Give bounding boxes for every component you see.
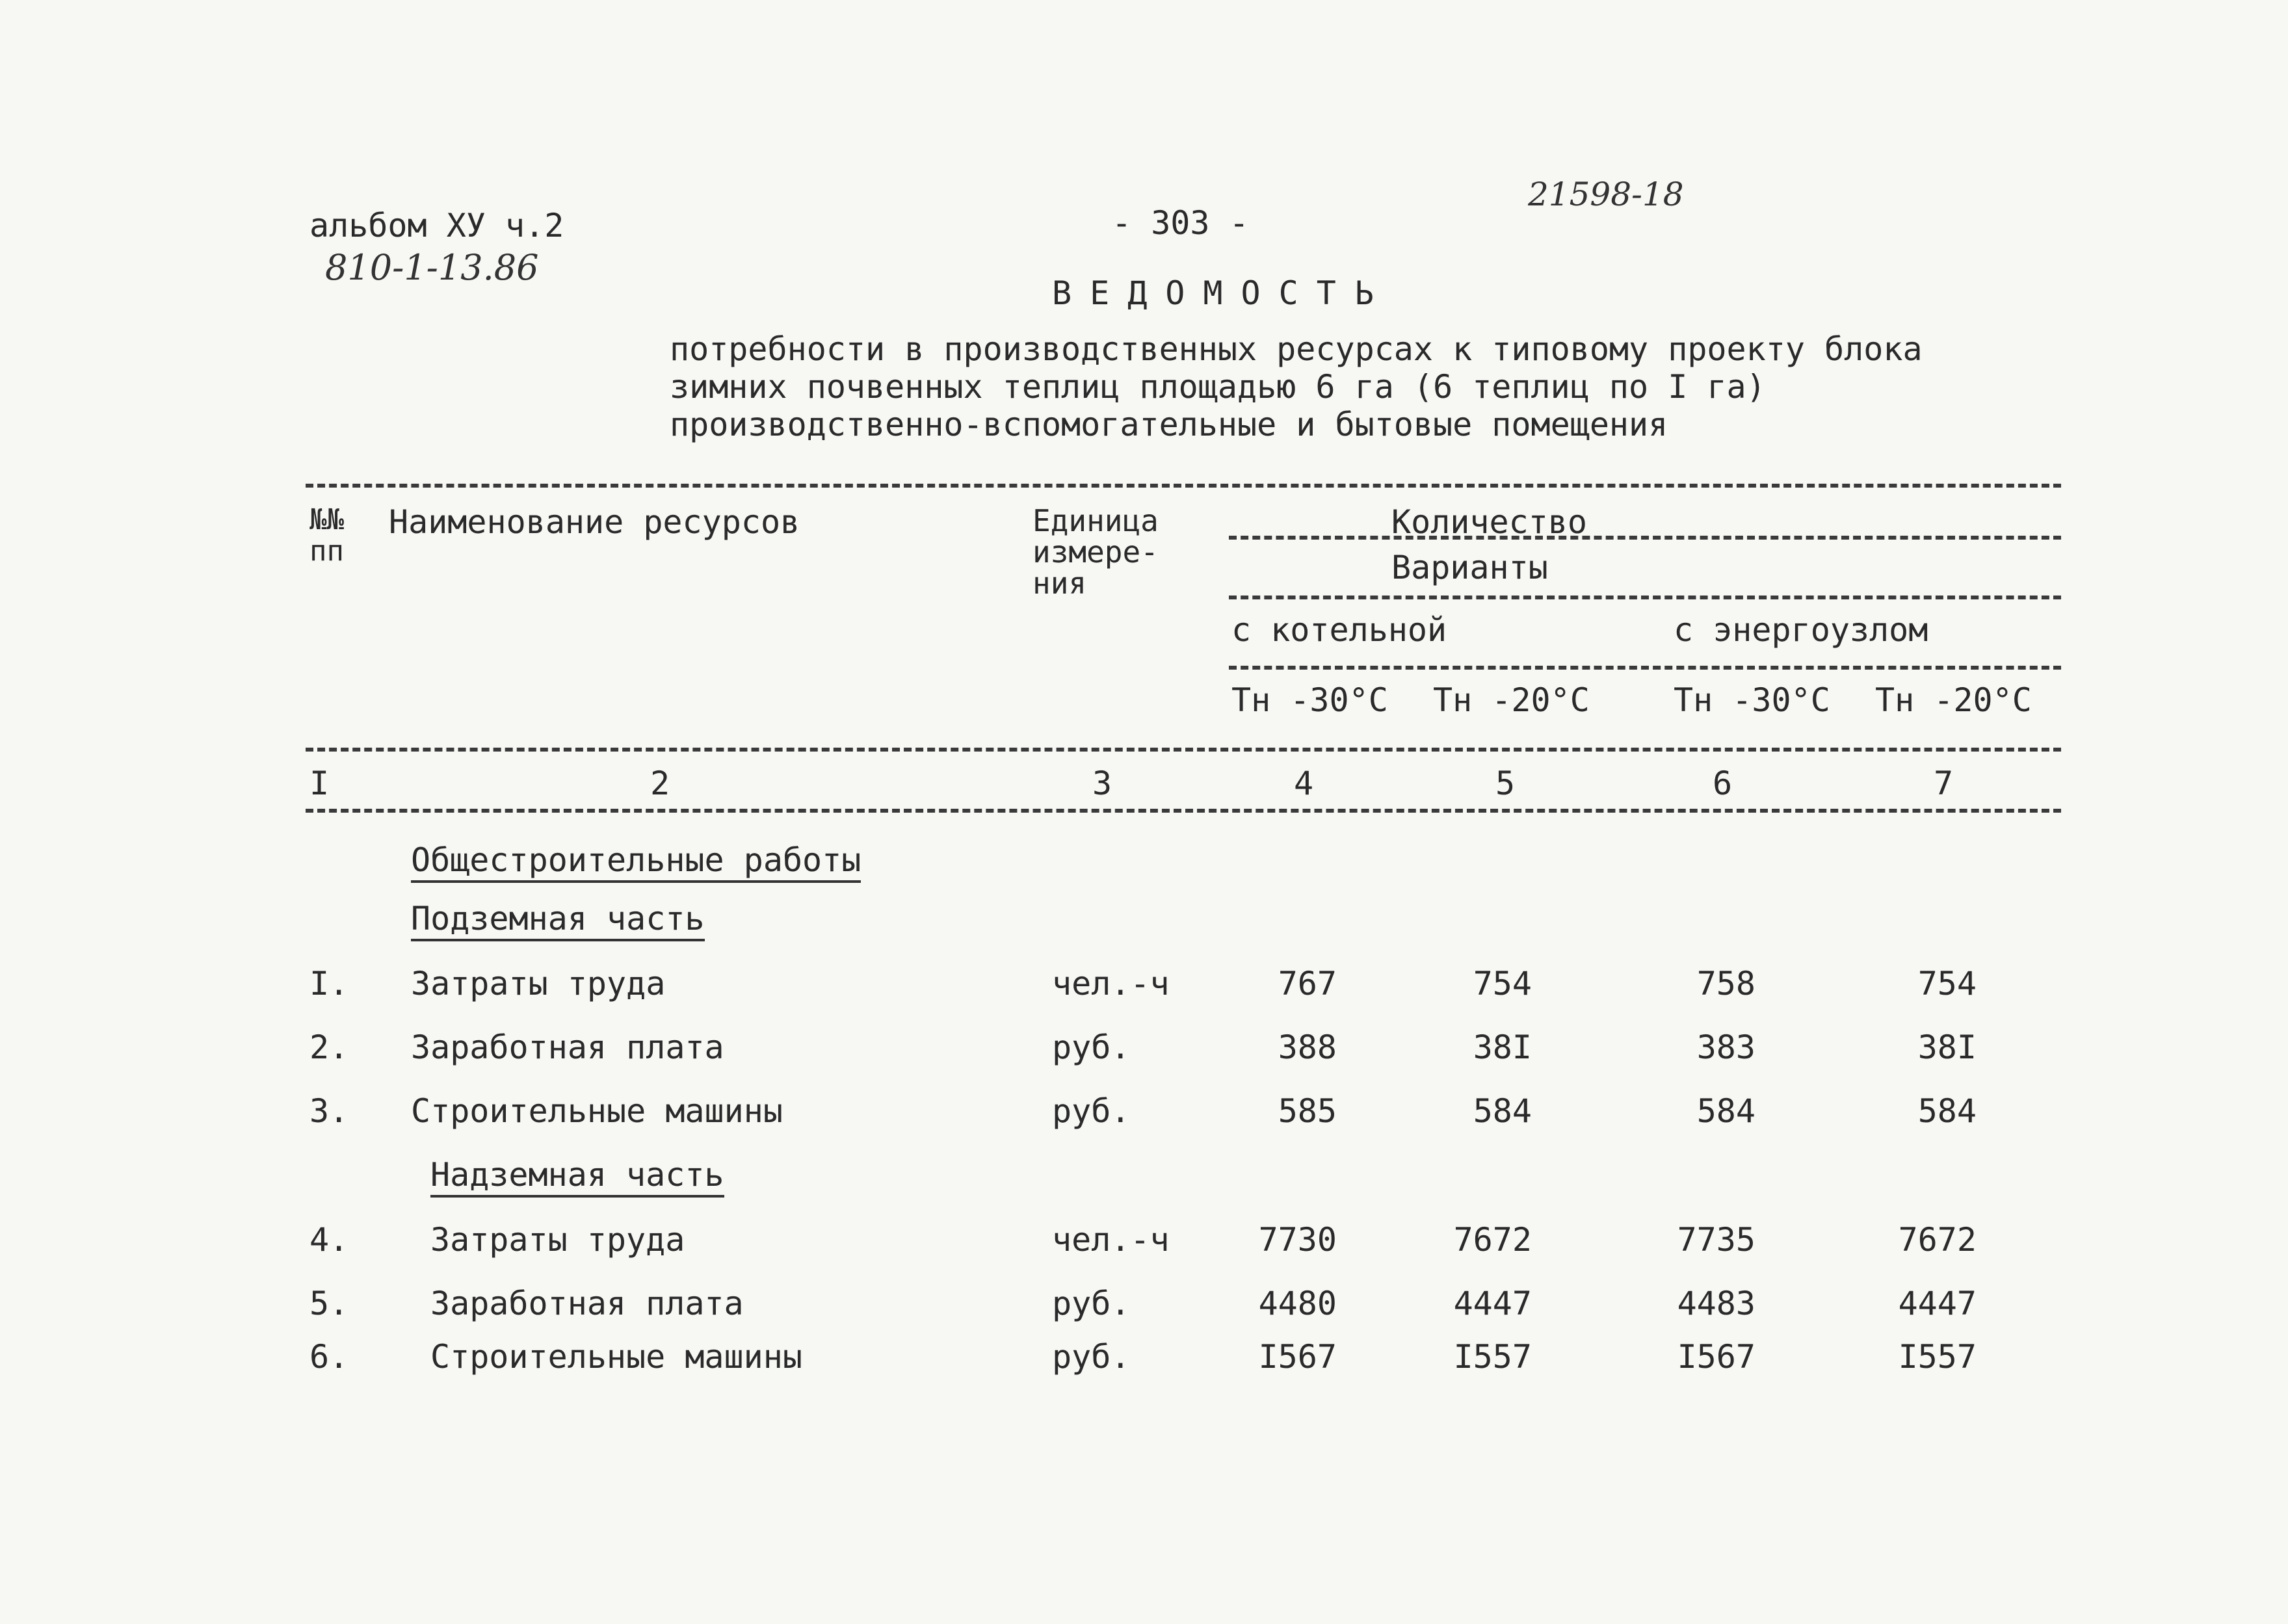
col-index-6: 6 <box>1713 765 1733 802</box>
row-value-5: 754 <box>1473 965 1532 1002</box>
row-value-5: I557 <box>1453 1338 1532 1376</box>
album-label: альбом ХУ ч.2 <box>309 207 564 244</box>
row-unit: чел.-ч <box>1052 1221 1170 1259</box>
row-value-7: 754 <box>1917 965 1977 1002</box>
row-value-7: 4447 <box>1898 1285 1977 1322</box>
energy-header: с энергоузлом <box>1674 611 1928 649</box>
row-unit: чел.-ч <box>1052 965 1170 1002</box>
row-value-6: 758 <box>1696 965 1755 1002</box>
col-unit-header-3: ния <box>1032 566 1087 601</box>
row-value-4: 767 <box>1278 965 1337 1002</box>
quantity-rule <box>1229 536 2061 540</box>
handwritten-stamp: 21598-18 <box>1528 176 1684 213</box>
row-number: 3. <box>309 1092 349 1130</box>
table-top-rule <box>306 484 2061 488</box>
col-num-header-1: №№ <box>309 503 344 536</box>
col-index-5: 5 <box>1495 765 1516 802</box>
row-value-6: 7735 <box>1677 1221 1755 1259</box>
col-index-4: 4 <box>1294 765 1314 802</box>
col-unit-header-2: измере- <box>1032 534 1159 570</box>
row-unit: руб. <box>1052 1338 1131 1376</box>
row-value-6: 4483 <box>1677 1285 1755 1322</box>
col-unit-header-1: Единица <box>1032 503 1159 538</box>
row-value-4: 4480 <box>1258 1285 1337 1322</box>
row-number: 4. <box>309 1221 349 1259</box>
index-bottom-rule <box>306 809 2061 813</box>
row-unit: руб. <box>1052 1092 1131 1130</box>
row-value-5: 7672 <box>1453 1221 1532 1259</box>
header-bottom-rule <box>306 748 2061 752</box>
subtitle-line-3: производственно-вспомогательные и бытовые помещения <box>670 406 1668 443</box>
page-number: - 303 - <box>1112 204 1249 242</box>
col-index-7: 7 <box>1934 765 1954 802</box>
subtitle-line-2: зимних почвенных теплиц площадью 6 га (6 теплиц по I га) <box>670 368 1766 406</box>
col-name-header: Наименование ресурсов <box>389 503 800 541</box>
row-number: 5. <box>309 1285 349 1322</box>
row-value-5: 38I <box>1473 1028 1532 1066</box>
col-index-3: 3 <box>1092 765 1112 802</box>
temp-header-6: Тн -30°С <box>1674 681 1830 719</box>
row-number: 6. <box>309 1338 349 1376</box>
row-number: 2. <box>309 1028 349 1066</box>
col-index-2: 2 <box>650 765 670 802</box>
col-index-1: I <box>309 765 330 802</box>
temp-header-4: Тн -30°С <box>1231 681 1388 719</box>
row-name: Затраты труда <box>430 1221 685 1259</box>
handwritten-code: 810-1-13.86 <box>325 247 539 288</box>
row-name: Затраты труда <box>411 965 666 1002</box>
row-value-6: 383 <box>1696 1028 1755 1066</box>
temp-header-7: Тн -20°С <box>1875 681 2032 719</box>
row-value-7: I557 <box>1898 1338 1977 1376</box>
row-value-6: I567 <box>1677 1338 1755 1376</box>
section-underground: Подземная часть <box>411 902 705 941</box>
row-value-7: 38I <box>1917 1028 1977 1066</box>
variants-header: Варианты <box>1391 549 1548 586</box>
boiler-header: с котельной <box>1231 611 1447 649</box>
document-title: ВЕДОМОСТЬ <box>1052 274 1392 312</box>
row-value-5: 584 <box>1473 1092 1532 1130</box>
variants-rule <box>1229 596 2061 599</box>
option-rule <box>1229 666 2061 670</box>
row-value-7: 584 <box>1917 1092 1977 1130</box>
row-name: Строительные машины <box>430 1338 802 1376</box>
row-unit: руб. <box>1052 1285 1131 1322</box>
row-value-5: 4447 <box>1453 1285 1532 1322</box>
row-value-7: 7672 <box>1898 1221 1977 1259</box>
row-number: I. <box>309 965 349 1002</box>
row-value-4: 585 <box>1278 1092 1337 1130</box>
row-value-4: 388 <box>1278 1028 1337 1066</box>
section-aboveground: Надземная часть <box>430 1159 724 1198</box>
section-general: Общестроительные работы <box>411 844 861 883</box>
row-value-4: 7730 <box>1258 1221 1337 1259</box>
row-unit: руб. <box>1052 1028 1131 1066</box>
subtitle-line-1: потребности в производственных ресурсах к типовому проекту блока <box>670 330 1923 368</box>
row-name: Заработная плата <box>430 1285 744 1322</box>
row-value-4: I567 <box>1258 1338 1337 1376</box>
row-value-6: 584 <box>1696 1092 1755 1130</box>
row-name: Заработная плата <box>411 1028 724 1066</box>
col-num-header-2: пп <box>309 534 344 568</box>
row-name: Строительные машины <box>411 1092 783 1130</box>
temp-header-5: Тн -20°С <box>1433 681 1590 719</box>
quantity-header: Количество <box>1391 503 1588 541</box>
